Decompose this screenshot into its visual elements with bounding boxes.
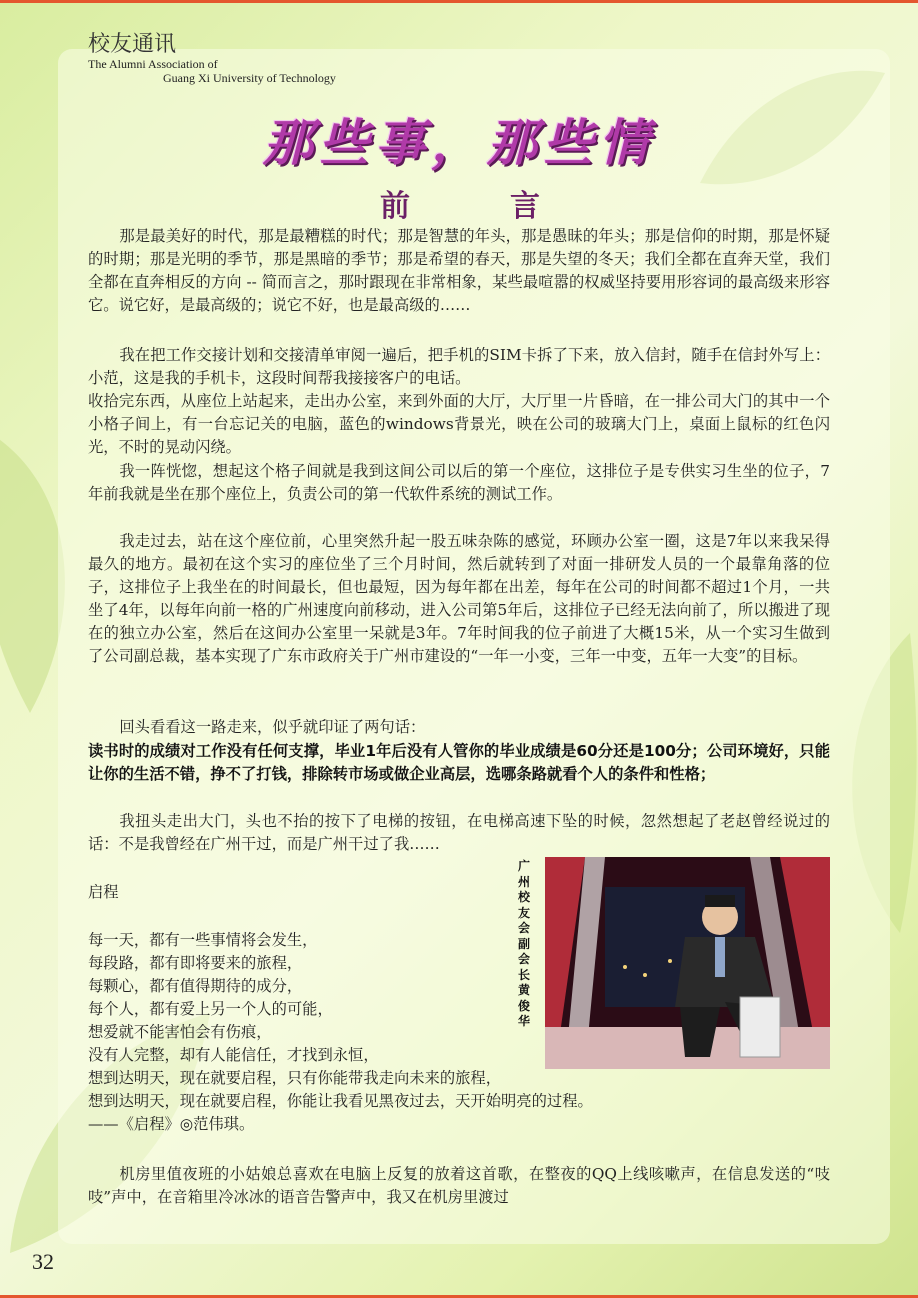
- header-en-line1: The Alumni Association of: [88, 57, 218, 71]
- poem-line-7: 想到达明天，现在就要启程，只有你能带我走向未来的旅程，: [88, 1069, 502, 1087]
- song-title: 启程: [88, 883, 119, 901]
- paragraph-9: 机房里值夜班的小姑娘总喜欢在电脑上反复的放着这首歌，在整夜的QQ上线咳嗽声，在信息发送的“吱吱”声中，在音箱里冷冰冰的语音告警声中，我又在机房里渡过: [88, 1165, 830, 1206]
- article-title: 那些事，那些情: [263, 114, 655, 172]
- poem-line-5: 想爱就不能害怕会有伤痕，: [88, 1023, 272, 1041]
- poem-line-2: 每段路，都有即将要来的旅程，: [88, 954, 303, 972]
- page-number: 32: [32, 1249, 54, 1274]
- paragraph-2: 我在把工作交接计划和交接清单审阅一遍后，把手机的SIM卡拆了下来，放入信封，随手在信封外写上：小范，这是我的手机卡，这段时间帮我接接客户的电话。: [88, 346, 830, 387]
- subtitle-char-1: 前: [380, 189, 410, 224]
- poem-line-1: 每一天，都有一些事情将会发生，: [88, 931, 318, 949]
- poem-credit: ——《启程》◎范伟琪。: [88, 1115, 255, 1133]
- portrait-illustration: [545, 857, 830, 1069]
- poem-line-3: 每颗心，都有值得期待的成分，: [88, 977, 303, 995]
- article-subtitle: [380, 181, 540, 225]
- photo-caption: 广州校友会副会长黄俊华: [517, 859, 530, 1028]
- header-en-line2: Guang Xi University of Technology: [163, 71, 336, 85]
- paragraph-6: 回头看看这一路走来，似乎就印证了两句话：: [119, 718, 426, 736]
- paragraph-4: 我一阵恍惚，想起这个格子间就是我到这间公司以后的第一个座位，这排位子是专供实习生坐的位子，7年前我就是坐在那个座位上，负责公司的第一代软件系统的测试工作。: [88, 462, 830, 503]
- subtitle-char-2: 言: [510, 189, 540, 224]
- paragraph-8: 我扭头走出大门，头也不抬的按下了电梯的按钮，在电梯高速下坠的时候，忽然想起了老赵曾经说过的话：不是我曾经在广州干过，而是广州干过了我……: [88, 812, 830, 853]
- portrait-photo: [545, 857, 830, 1069]
- poem-line-8: 想到达明天，现在就要启程，你能让我看见黑夜过去，天开始明亮的过程。: [88, 1092, 593, 1110]
- paragraph-7-bold: 读书时的成绩对工作没有任何支撑，毕业1年后没有人管你的毕业成绩是60分还是100分；公司环境好，只能让你的生活不错，挣不了打钱，排除转市场或做企业高层，选哪条路就看个人的条件和性格；: [88, 742, 830, 783]
- poem-line-4: 每个人，都有爱上另一个人的可能，: [88, 1000, 333, 1018]
- paragraph-1: 那是最美好的时代，那是最糟糕的时代；那是智慧的年头，那是愚昧的年头；那是信仰的时期，那是怀疑的时期；那是光明的季节，那是黑暗的季节；那是希望的春天，那是失望的冬天；我们全都在直奔天堂，我们全都在直奔相反的方向 -- 简而言之，那时跟现在非常相象，某些最喧嚣的权威坚持要用形容词的最高级来形容它。说它好，是最高级的；说它不好，也是最高级的……: [88, 227, 830, 314]
- poem-line-6: 没有人完整，却有人能信任，才找到永恒，: [88, 1046, 379, 1064]
- paragraph-5: 我走过去，站在这个座位前，心里突然升起一股五味杂陈的感觉，环顾办公室一圈，这是7年以来我呆得最久的地方。最初在这个实习的座位坐了三个月时间，然后就转到了对面一排研发人员的一个最靠角落的位子，这排位子上我坐在的时间最长，但也最短，因为每年都在出差，每年在公司的时间都不超过1个月，一共坐了4年，以每年向前一格的广州速度向前移动，进入公司第5年后，这排位子已经无法向前了，所以搬进了现在的独立办公室，然后在这间办公室里一呆就是3年。7年时间我的位子前进了大概15米，从一个实习生做到了公司副总裁，基本实现了广东市政府关于广州市建设的“一年一小变，三年一中变，五年一大变”的目标。: [88, 532, 830, 665]
- header-cn-title: 校友通讯: [88, 32, 177, 57]
- paragraph-3: 收拾完东西，从座位上站起来，走出办公室，来到外面的大厅，大厅里一片昏暗，在一排公司大门的其中一个小格子间上，有一台忘记关的电脑，蓝色的windows背景光，映在公司的玻璃大门上，桌面上鼠标的红色闪光，不时的晃动闪绕。: [88, 392, 830, 456]
